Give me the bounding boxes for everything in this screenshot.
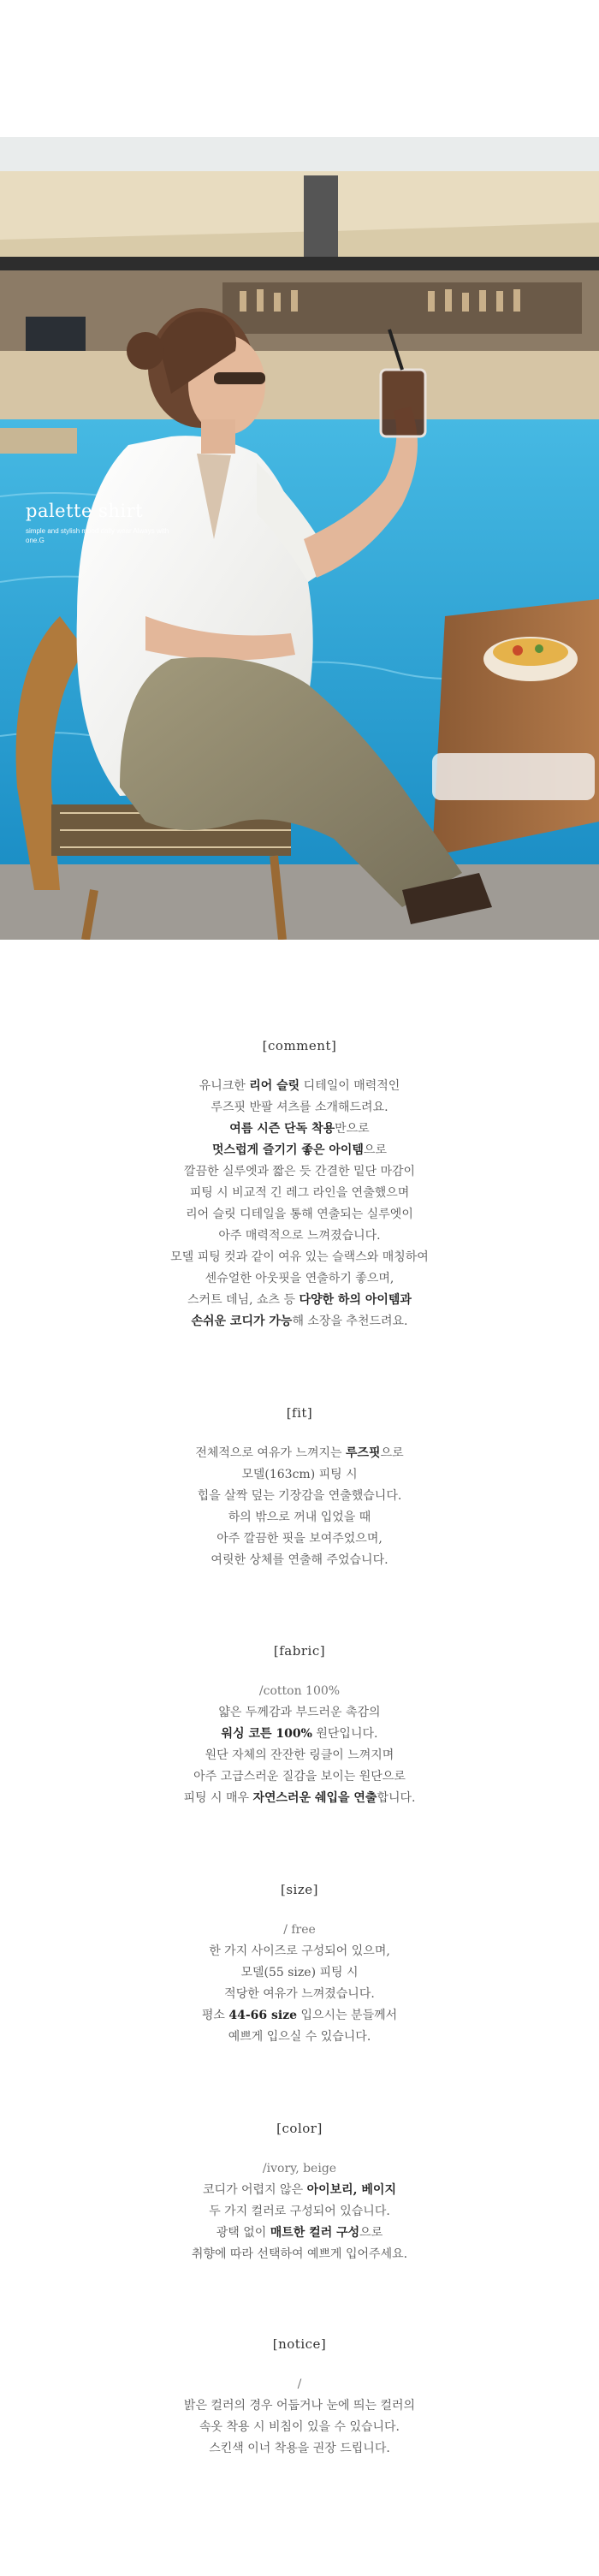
body-text: 밝은 컬러의 경우 어둡거나 눈에 띄는 컬러의 (183, 2399, 416, 2413)
fit-body (0, 1443, 599, 1571)
fabric-section (0, 1643, 599, 1809)
body-text: 속옷 착용 시 비침이 있을 수 있습니다. (199, 2420, 400, 2434)
body-text: 리어 슬릿 디테일을 통해 연출되는 실루엣이 (186, 1208, 413, 1221)
body-text: 평소 (201, 2009, 229, 2022)
body-text: 예쁘게 입으실 수 있습니다. (228, 2030, 371, 2044)
fabric-tag: /cotton 100% (258, 1684, 341, 1698)
body-text: 모델(163cm) 피팅 시 (241, 1468, 358, 1481)
notice-section (0, 2336, 599, 2460)
body-line (0, 2244, 599, 2265)
body-text: 스킨색 이너 착용을 권장 드립니다. (209, 2442, 390, 2455)
body-text: 한 가지 사이즈로 구성되어 있으며, (209, 1944, 390, 1958)
body-line (0, 2417, 599, 2438)
size-heading: [size] (281, 1882, 318, 1897)
body-text: 아주 매력적으로 느껴졌습니다. (218, 1229, 381, 1243)
body-line (0, 1702, 599, 1724)
comment-body (0, 1076, 599, 1333)
notice-body (0, 2395, 599, 2460)
emphasis-text: 루즈핏 (346, 1446, 381, 1460)
body-text: 합니다. (377, 1791, 416, 1805)
body-line (0, 1119, 599, 1140)
fit-section (0, 1405, 599, 1571)
body-line (0, 1226, 599, 1247)
comment-heading: [comment] (262, 1038, 337, 1054)
fit-heading: [fit] (286, 1405, 313, 1421)
emphasis-text: 멋스럽게 즐기기 좋은 아이템 (212, 1143, 364, 1157)
body-line (0, 2438, 599, 2460)
body-line (0, 1745, 599, 1766)
body-line (0, 1788, 599, 1809)
body-text: 원단입니다. (311, 1727, 378, 1741)
body-text: 여릿한 상체를 연출해 주었습니다. (211, 1553, 388, 1567)
body-line (0, 2201, 599, 2223)
hero-caption (26, 501, 188, 545)
fabric-heading: [fabric] (273, 1643, 326, 1659)
body-line (0, 1464, 599, 1486)
body-line (0, 1311, 599, 1333)
body-text: 센슈얼한 아웃핏을 연출하기 좋으며, (205, 1272, 394, 1285)
body-line (0, 1268, 599, 1290)
body-text: 유니크한 (199, 1079, 250, 1093)
body-line (0, 1486, 599, 1507)
body-line (0, 1984, 599, 2005)
product-subtitle: simple and stylish mood daily wear Always with one.G (26, 527, 169, 544)
body-text: 해 소장을 추천드려요. (292, 1315, 408, 1328)
emphasis-text: 리어 슬릿 (249, 1079, 300, 1093)
emphasis-text: 44-66 size (228, 2009, 298, 2022)
hero-photo (0, 137, 599, 940)
body-text: 루즈핏 반팔 셔츠를 소개해드려요. (211, 1101, 388, 1114)
body-line (0, 1528, 599, 1550)
body-text: 으로 (359, 2226, 383, 2240)
body-text: 모델 피팅 컷과 같이 여유 있는 슬랙스와 매칭하여 (170, 1250, 429, 1264)
body-text: 스커트 데님, 쇼츠 등 (187, 1293, 300, 1307)
emphasis-text: 다양한 하의 아이템과 (299, 1293, 412, 1307)
body-line (0, 1140, 599, 1161)
body-line (0, 1183, 599, 1204)
body-text: 피팅 시 비교적 긴 레그 라인을 연출했으며 (189, 1186, 410, 1200)
body-line (0, 2027, 599, 2048)
product-title: palette shirt (26, 501, 144, 521)
notice-heading: [notice] (272, 2336, 327, 2352)
body-line (0, 1941, 599, 1962)
body-text: 입으시는 분들께서 (297, 2009, 398, 2022)
body-text: 아주 깔끔한 핏을 보여주었으며, (216, 1532, 383, 1546)
body-line (0, 1766, 599, 1788)
emphasis-text: 매트한 컬러 구성 (270, 2226, 360, 2240)
body-text: 으로 (380, 1446, 404, 1460)
size-body (0, 1941, 599, 2048)
body-line (0, 1724, 599, 1745)
color-tag: /ivory, beige (262, 2162, 337, 2175)
comment-section (0, 1038, 599, 1333)
body-text: 깔끔한 실루엣과 짧은 듯 간결한 밑단 마감이 (183, 1165, 416, 1178)
body-text: 광택 없이 (216, 2226, 270, 2240)
body-line (0, 1962, 599, 1984)
body-line (0, 1507, 599, 1528)
body-line (0, 2395, 599, 2417)
body-text: 원단 자체의 잔잔한 링클이 느껴지며 (205, 1748, 394, 1762)
notice-tag: / (297, 2377, 302, 2391)
emphasis-text: 여름 시즌 단독 착용 (229, 1122, 335, 1136)
body-text: 피팅 시 매우 (183, 1791, 253, 1805)
body-line (0, 1097, 599, 1119)
body-text: 으로 (363, 1143, 387, 1157)
body-line (0, 1204, 599, 1226)
body-line (0, 1247, 599, 1268)
body-line (0, 1290, 599, 1311)
body-text: 코디가 어렵지 않은 (203, 2183, 307, 2197)
body-text: 모델(55 size) 피팅 시 (240, 1966, 359, 1979)
body-line (0, 1550, 599, 1571)
body-text: 두 가지 컬러로 구성되어 있습니다. (209, 2205, 390, 2218)
fabric-body (0, 1702, 599, 1809)
color-body (0, 2180, 599, 2265)
body-text: 취향에 따라 선택하여 예쁘게 입어주세요. (191, 2247, 408, 2261)
body-line (0, 1443, 599, 1464)
body-line (0, 2223, 599, 2244)
body-line (0, 1161, 599, 1183)
body-text: 얇은 두께감과 부드러운 촉감의 (218, 1706, 381, 1719)
size-section (0, 1882, 599, 2048)
body-line (0, 1076, 599, 1097)
body-text: 아주 고급스러운 질감을 보이는 원단으로 (193, 1770, 406, 1784)
color-section (0, 2121, 599, 2265)
body-line (0, 2180, 599, 2201)
body-text: 만으로 (335, 1122, 370, 1136)
body-text: 하의 밖으로 꺼내 입었을 때 (228, 1511, 371, 1524)
body-text: 적당한 여유가 느껴졌습니다. (224, 1987, 375, 2001)
size-tag: / free (283, 1923, 316, 1937)
emphasis-text: 손쉬운 코디가 가능 (191, 1315, 293, 1328)
emphasis-text: 워싱 코튼 100% (221, 1727, 312, 1741)
body-text: 디테일이 매력적인 (300, 1079, 400, 1093)
body-line (0, 2005, 599, 2027)
emphasis-text: 자연스러운 쉐입을 연출 (252, 1791, 377, 1805)
color-heading: [color] (276, 2121, 323, 2136)
emphasis-text: 아이보리, 베이지 (306, 2183, 396, 2197)
body-text: 전체적으로 여유가 느껴지는 (195, 1446, 346, 1460)
body-text: 힙을 살짝 덮는 기장감을 연출했습니다. (197, 1489, 402, 1503)
